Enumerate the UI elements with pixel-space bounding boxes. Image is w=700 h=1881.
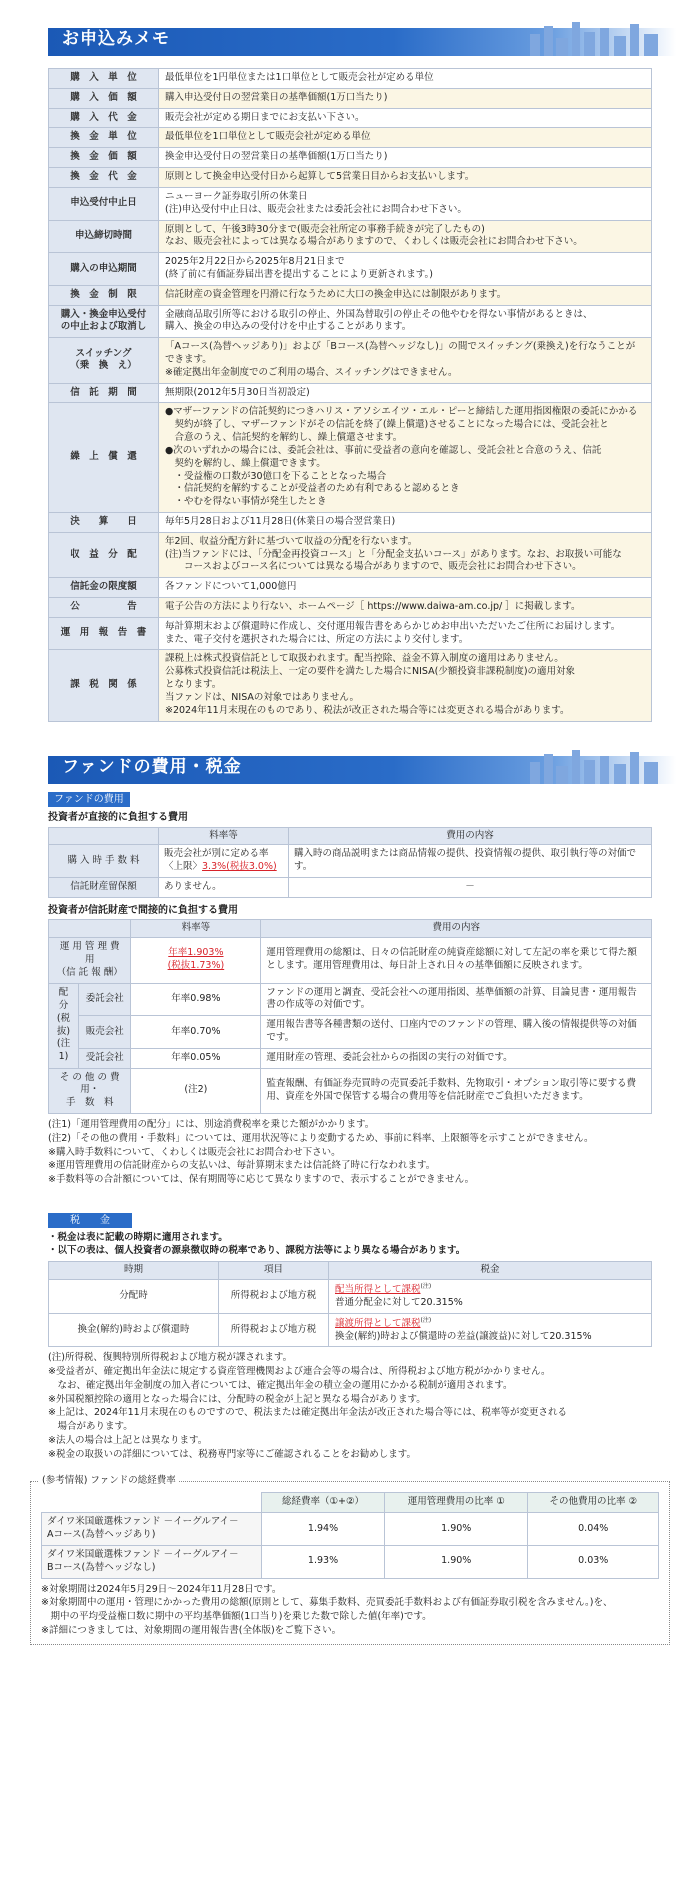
purchase-fee-rate: 販売会社が別に定める率 〈上限〉3.3%(税抜3.0%)	[159, 845, 289, 878]
alloc-label-2: 受託会社	[79, 1048, 131, 1068]
memo-row	[49, 650, 652, 721]
direct-costs-table	[48, 827, 652, 898]
other-fee-rate: (注2)	[131, 1068, 261, 1113]
alloc-content-0: ファンドの運用と調査、受託会社への運用指図、基準価額の計算、目論見書・運用報告書の作成等の対価です。	[261, 983, 652, 1016]
memo-row-label: 換 金 単 位	[49, 128, 159, 148]
alloc-content-1: 運用報告書等各種書類の送付、口座内でのファンドの管理、購入後の情報提供等の対価です。	[261, 1016, 652, 1049]
tax-table: 時期 項目 税金 分配時 所得税および地方税 配当所得として課税$^{(注)}$ 普通分配金に対して20.315% 換金(解約)時および償還時 所得税および地方税 譲渡所得として課税$^{(注)}$ 換金(解約)時および償還時の差益(譲渡益)に対して20.315%	[48, 1261, 652, 1347]
city-skyline-icon	[520, 20, 670, 56]
city-skyline-icon	[520, 748, 670, 784]
other-fee-content: 監査報酬、有価証券売買時の売買委託手数料、先物取引・オプション取引等に要する費用、資産を外国で保管する場合の費用等を信託財産でご負担いただきます。	[261, 1068, 652, 1113]
memo-row-value: 電子公告の方法により行ない、ホームページ［ https://www.daiwa-am.co.jp/ ］に掲載します。	[159, 598, 652, 618]
memo-row-value: 「Aコース(為替ヘッジあり)」および「Bコース(為替ヘッジなし)」の間でスイッチング(乗換え)を行なうことが できます。 ※確定拠出年金制度でのご利用の場合、スイッチングはできません。	[159, 338, 652, 383]
memo-row-value: 課税上は株式投資信託として取扱われます。配当控除、益金不算入制度の適用はありません。 公募株式投資信託は税法上、一定の要件を満たした場合にNISA(少額投資非課税制度)の適用対象 となります。 当ファンドは、NISAの対象ではありません。 ※2024年11月末現在のものであり、税法が改正された場合等には変更される場合があります。	[159, 650, 652, 721]
tax-notes	[48, 1351, 652, 1461]
memo-table	[48, 68, 652, 722]
memo-row-value: 最低単位を1円単位または1口単位として販売会社が定める単位	[159, 69, 652, 89]
ref-other-a: 0.04%	[528, 1513, 659, 1546]
note-line: ※税金の取扱いの詳細については、税務専門家等にご確認されることをお勧めします。	[48, 1448, 417, 1460]
memo-title: お申込みメモ	[62, 29, 170, 50]
memo-row-label: 換 金 価 額	[49, 148, 159, 168]
memo-row	[49, 403, 652, 513]
note-line: ・税金は表に記載の時期に適用されます。	[48, 1232, 228, 1244]
note-line: (注1)「運用管理費用の配分」には、別途消費税率を乗じた額がかかります。	[48, 1119, 375, 1130]
memo-row-label: 購 入 価 額	[49, 88, 159, 108]
col-rate: 料率等	[159, 827, 289, 845]
memo-row	[49, 532, 652, 577]
memo-row-label: 購 入 単 位	[49, 69, 159, 89]
ref-total-a: 1.94%	[262, 1513, 385, 1546]
note-line: ※対象期間は2024年5月29日～2024年11月28日です。	[41, 1583, 282, 1595]
memo-row-label: 換 金 代 金	[49, 168, 159, 188]
note-line: ・以下の表は、個人投資者の源泉徴収時の税率であり、課税方法等により異なる場合があります。	[48, 1245, 466, 1257]
alloc-rate-2: 年率0.05%	[131, 1048, 261, 1068]
note-line: (注)所得税、復興特別所得税および地方税が課されます。	[48, 1352, 293, 1364]
memo-row-value: 販売会社が定める期日までにお支払い下さい。	[159, 108, 652, 128]
note-line: ※手数料等の合計額については、保有期間等に応じて異なりますので、表示することができません。	[48, 1174, 475, 1186]
memo-row	[49, 187, 652, 220]
memo-row-value: 毎年5月28日および11月28日(休業日の場合翌営業日)	[159, 512, 652, 532]
memo-row-value: 換金申込受付日の翌営業日の基準価額(1万口当たり)	[159, 148, 652, 168]
memo-row	[49, 617, 652, 650]
memo-row	[49, 220, 652, 253]
note-line: (注2)「その他の費用・手数料」については、運用状況等により変動するため、事前に料率、上限額等を示すことができません。	[48, 1132, 594, 1144]
memo-row	[49, 512, 652, 532]
alloc-label: 配 分 (税抜) (注1)	[49, 983, 79, 1068]
purchase-fee-content: 購入時の商品説明または商品情報の提供、投資情報の提供、取引執行等の対価です。	[289, 845, 652, 878]
memo-row	[49, 285, 652, 305]
alloc-content-2: 運用財産の管理、委託会社からの指図の実行の対価です。	[261, 1048, 652, 1068]
note-line: なお、確定拠出年金制度の加入者については、確定拠出年金の積立金の運用にかかる税制が適用されます。	[48, 1379, 513, 1391]
note-line: ※法人の場合は上記とは異なります。	[48, 1434, 208, 1446]
tax-item-0: 所得税および地方税	[219, 1279, 329, 1313]
memo-row-value: 2025年2月22日から2025年8月21日まで (終了前に有価証券届出書を提出することにより更新されます。)	[159, 253, 652, 286]
ref-mgmt-b: 1.90%	[385, 1545, 528, 1578]
memo-row	[49, 128, 652, 148]
memo-banner	[48, 20, 676, 56]
note-line: ※上記は、2024年11月末現在のものですので、税法または確定拠出年金法が改正された場合等には、税率等が変更される	[48, 1407, 568, 1419]
indirect-costs-table: 料率等 費用の内容 運 用 管 理 費 用 （信 託 報 酬） 年率1.903% (税抜1.73%) 運用管理費用の総額は、日々の信託財産の純資産総額に対して左記の率を乗じて得た額とします。運用管理費用は、毎日計上され日々の基準価額に反映されます。 配 分 (税抜) (注1) 委託会社 年率0.98% ファンドの運用と調査、受託会社への運用指図、基準価額の計算、目論見書・運用報告書の作成等の対価です。 販売会社 年率0.70% 運用報告書等各種書類の送付、口座内でのファンドの管理、購入後の情報提供等の対価です。 受託会社 年率0.05% 運用財産の管理、委託会社からの指図の実行の対価です。 そ の 他 の 費 用・ 手 数 料 (注2) 監査報酬、有価証券売買時の売買委託手数料、先物取引・オプション取引等に要する費用、資産を外国で保管する場合の費用等を信託財産でご負担いただきます。	[48, 919, 652, 1114]
memo-row-label: スイッチング （乗 換 え）	[49, 338, 159, 383]
memo-row	[49, 578, 652, 598]
memo-row-value: 毎計算期末および償還時に作成し、交付運用報告書をあらかじめお申出いただいたご住所にお届けします。 また、電子交付を選択された場合には、所定の方法により交付します。	[159, 617, 652, 650]
memo-row-label: 購 入 代 金	[49, 108, 159, 128]
memo-row-label: 申込締切時間	[49, 220, 159, 253]
mgmt-fee-content: 運用管理費用の総額は、日々の信託財産の純資産総額に対して左記の率を乗じて得た額とします。運用管理費用は、毎日計上され日々の基準価額に反映されます。	[261, 938, 652, 983]
memo-row-label: 運 用 報 告 書	[49, 617, 159, 650]
memo-row-label: 信 託 期 間	[49, 383, 159, 403]
memo-row-label: 信託金の限度額	[49, 578, 159, 598]
tax-value-0: 配当所得として課税$^{(注)}$ 普通分配金に対して20.315%	[329, 1279, 652, 1313]
note-line: ※受益者が、確定拠出年金法に規定する資産管理機関および連合会等の場合は、所得税および地方税がかかりません。	[48, 1366, 551, 1378]
memo-row	[49, 305, 652, 338]
note-line: ※運用管理費用の信託財産からの支払いは、毎計算期末または信託終了時に行なわれます。	[48, 1160, 436, 1172]
memo-row-value: 原則として換金申込受付日から起算して5営業日目からお支払いします。	[159, 168, 652, 188]
tax-item-1: 所得税および地方税	[219, 1313, 329, 1347]
memo-row-label: 課 税 関 係	[49, 650, 159, 721]
memo-row-label: 購入の申込期間	[49, 253, 159, 286]
reserve-rate: ありません。	[159, 877, 289, 897]
memo-row-label: 申込受付中止日	[49, 187, 159, 220]
ref-caption: (参考情報) ファンドの総経費率	[39, 1475, 179, 1488]
note-line: 期中の平均受益権口数に期中の平均基準価額(1口当り)を乗じた数で除した値(年率)です。	[41, 1611, 432, 1623]
reserve-content: －	[289, 877, 652, 897]
memo-row-label: 決 算 日	[49, 512, 159, 532]
memo-row-label: 購入・換金申込受付 の中止および取消し	[49, 305, 159, 338]
col-content: 費用の内容	[289, 827, 652, 845]
memo-row	[49, 168, 652, 188]
memo-row	[49, 88, 652, 108]
memo-row	[49, 598, 652, 618]
reserve-label: 信託財産留保額	[49, 877, 159, 897]
note-line: ※外国税額控除の適用となった場合には、分配時の税金が上記と異なる場合があります。	[48, 1393, 426, 1405]
memo-row-label: 換 金 制 限	[49, 285, 159, 305]
memo-row	[49, 69, 652, 89]
mgmt-fee-label: 運 用 管 理 費 用 （信 託 報 酬）	[49, 938, 131, 983]
costs-banner	[48, 748, 676, 784]
tax-value-1: 譲渡所得として課税$^{(注)}$ 換金(解約)時および償還時の差益(譲渡益)に対して20.315%	[329, 1313, 652, 1347]
note-line: ※購入時手数料について、くわしくは販売会社にお問合わせ下さい。	[48, 1146, 341, 1158]
memo-row-value: 年2回、収益分配方針に基づいて収益の分配を行ないます。 (注)当ファンドには、「分配金再投資コース」と「分配金支払いコース」があります。なお、お取扱い可能な コースおよびコース名については異なる場合がありますので、販売会社にお問合わせ下さい。	[159, 532, 652, 577]
mgmt-fee-rate: 年率1.903% (税抜1.73%)	[131, 938, 261, 983]
memo-row-value: 各ファンドについて1,000億円	[159, 578, 652, 598]
memo-row-value: ●マザーファンドの信託契約につきハリス・アソシエイツ・エル・ピーと締結した運用指図権限の委託にかかる 契約が終了し、マザーファンドがその信託を終了(繰上償還)させることになった場合には、受託会社と 合意のうえ、信託契約を解約し、繰上償還させます。 ●次のいずれかの場合には、委託会社は、事前に受益者の意向を確認し、受託会社と合意のうえ、信託 契約を解約し、繰上償還できます。 ・受益権の口数が30億口を下ることとなった場合 ・信託契約を解約することが受益者のため有利であると認めるとき ・やむを得ない事情が発生したとき	[159, 403, 652, 513]
memo-row-value: 信託財産の資金管理を円滑に行なうために大口の換金申込には制限があります。	[159, 285, 652, 305]
memo-row-value: 無期限(2012年5月30日当初設定)	[159, 383, 652, 403]
indirect-costs-heading: 投資者が信託財産で間接的に負担する費用	[48, 904, 238, 916]
ref-other-b: 0.03%	[528, 1545, 659, 1578]
ref-mgmt-a: 1.90%	[385, 1513, 528, 1546]
memo-row	[49, 338, 652, 383]
ref-expense-box	[30, 1475, 670, 1644]
other-fee-label: そ の 他 の 費 用・ 手 数 料	[49, 1068, 131, 1113]
alloc-label-1: 販売会社	[79, 1016, 131, 1049]
ref-fund-a: ダイワ米国厳選株ファンド －イーグルアイ－ Aコース(為替ヘッジあり)	[42, 1513, 262, 1546]
direct-costs-heading: 投資者が直接的に負担する費用	[48, 812, 188, 823]
memo-row	[49, 383, 652, 403]
ref-fund-b: ダイワ米国厳選株ファンド －イーグルアイ－ Bコース(為替ヘッジなし)	[42, 1545, 262, 1578]
memo-row-value: 金融商品取引所等における取引の停止、外国為替取引の停止その他やむを得ない事情があるときは、 購入、換金の申込みの受付けを中止することがあります。	[159, 305, 652, 338]
tax-period-0: 分配時	[49, 1279, 219, 1313]
tax-period-1: 換金(解約)時および償還時	[49, 1313, 219, 1347]
memo-row	[49, 108, 652, 128]
memo-row-value: 原則として、午後3時30分まで(販売会社所定の事務手続きが完了したもの) なお、販売会社によっては異なる場合がありますので、くわしくは販売会社にお問合わせ下さい。	[159, 220, 652, 253]
tax-bullets	[48, 1232, 652, 1258]
ref-total-b: 1.93%	[262, 1545, 385, 1578]
note-line: ※対象期間中の運用・管理にかかった費用の総額(原則として、募集手数料、売買委託手数料および有価証券取引税を含みません。)を、	[41, 1597, 613, 1609]
fund-costs-pill: ファンドの費用	[48, 792, 130, 808]
ref-table: 総経費率（①+②） 運用管理費用の比率 ① その他費用の比率 ② ダイワ米国厳選株ファンド －イーグルアイ－ Aコース(為替ヘッジあり) 1.94% 1.90% 0.04% ダイワ米国厳選株ファンド －イーグルアイ－ Bコース(為替ヘッジなし) 1.93% 1.90% 0.03%	[41, 1492, 659, 1578]
alloc-rate-1: 年率0.70%	[131, 1016, 261, 1049]
memo-row-label: 繰 上 償 還	[49, 403, 159, 513]
cost-notes	[48, 1118, 652, 1187]
memo-row	[49, 148, 652, 168]
purchase-fee-label: 購 入 時 手 数 料	[49, 845, 159, 878]
note-line: 場合があります。	[48, 1421, 133, 1433]
alloc-rate-0: 年率0.98%	[131, 983, 261, 1016]
memo-row	[49, 253, 652, 286]
memo-row-value: 購入申込受付日の翌営業日の基準価額(1万口当たり)	[159, 88, 652, 108]
alloc-label-0: 委託会社	[79, 983, 131, 1016]
memo-row-label: 収 益 分 配	[49, 532, 159, 577]
costs-title: ファンドの費用・税金	[62, 756, 242, 777]
memo-row-label: 公 告	[49, 598, 159, 618]
ref-notes	[41, 1583, 659, 1638]
memo-row-value: 最低単位を1口単位として販売会社が定める単位	[159, 128, 652, 148]
note-line: ※詳細につきましては、対象期間の運用報告書(全体版)をご覧下さい。	[41, 1624, 342, 1636]
tax-pill: 税 金	[48, 1213, 132, 1229]
memo-row-value: ニューヨーク証券取引所の休業日 (注)申込受付中止日は、販売会社または委託会社にお問合わせ下さい。	[159, 187, 652, 220]
